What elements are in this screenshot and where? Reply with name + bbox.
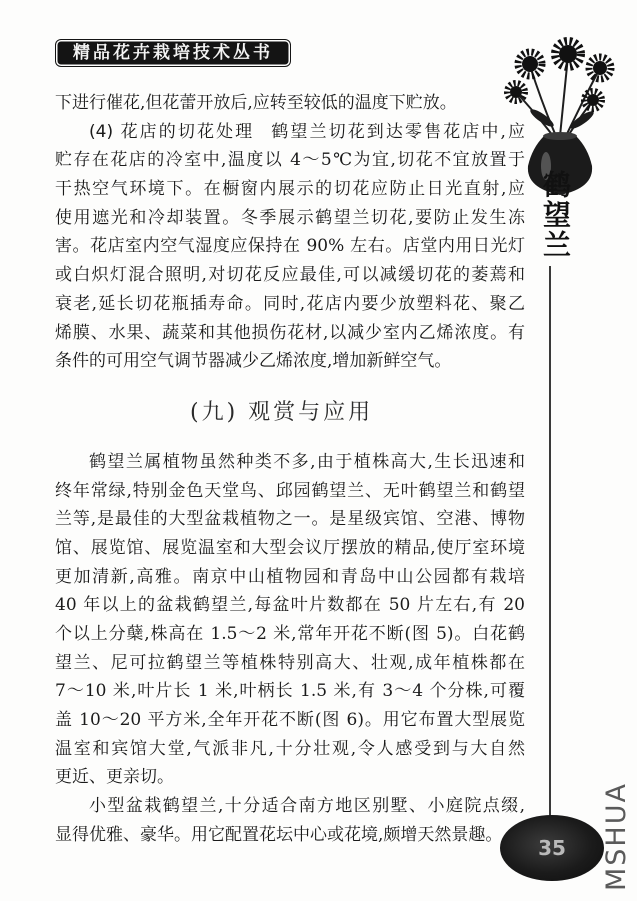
section-4-lead: (4) 花店的切花处理 xyxy=(89,121,255,142)
text-line: 小型盆栽鹤望兰,十分适合南方地区别墅、小庭院点缀, xyxy=(89,796,525,817)
text-line: 盖 10～20 平方米,全年开花不断(图 6)。用它布置大型展览 xyxy=(55,710,525,731)
flower-head xyxy=(593,61,607,75)
text-line: 望兰、尼可拉鹤望兰等植株特别高大、壮观,成年植株都在 xyxy=(55,652,525,673)
text-line: 衰老,延长切花瓶插寿命。同时,花店内要少放塑料花、聚乙 xyxy=(55,293,525,314)
continuation-line: 下进行催花,但花蕾开放后,应转至较低的温度下贮放。 xyxy=(55,93,457,113)
text-line: 7～10 米,叶片长 1 米,叶柄长 1.5 米,有 3～4 个分株,可覆 xyxy=(55,681,525,702)
section-4-paragraph xyxy=(55,118,525,376)
text-line: 或白炽灯混合照明,对切花反应最佳,可以减缓切花的萎蔫和 xyxy=(55,265,525,286)
margin-rule xyxy=(549,266,551,818)
text-line: 兰等,是最佳的大型盆栽植物之一。是星级宾馆、空港、博物 xyxy=(55,509,525,530)
text-line: 馆、展览馆、展览温室和大型会议厅摆放的精品,使厅室环境 xyxy=(55,537,525,558)
text-line: 更近、更亲切。 xyxy=(55,767,174,788)
flower-head xyxy=(522,56,538,72)
paragraph-a xyxy=(55,448,525,792)
text-line: 终年常绿,特别金色天堂鸟、邱园鹤望兰、无叶鹤望兰和鹤望 xyxy=(55,480,525,501)
text-line: 鹤望兰属植物虽然种类不多,由于植株高大,生长迅速和 xyxy=(89,451,525,472)
text-line: 温室和宾馆大堂,气派非凡,十分壮观,令人感受到与大自然 xyxy=(55,738,525,759)
text-line: 显得优雅、豪华。用它配置花坛中心或花境,颇增天然景趣。 xyxy=(55,824,503,845)
text-line xyxy=(55,118,525,147)
vase-rim xyxy=(543,132,577,140)
paragraph-b xyxy=(55,792,525,849)
text-line: 烯膜、水果、蔬菜和其他损伤花材,以减少室内乙烯浓度。有 xyxy=(55,322,525,343)
text-line-rest: 鹤望兰切花到达零售花店中,应 xyxy=(271,121,526,142)
text-line: 个以上分蘖,株高在 1.5～2 米,常年开花不断(图 5)。白花鹤 xyxy=(55,624,525,644)
section-heading: (九) 观赏与应用 xyxy=(190,399,374,425)
text-line: 害。花店室内空气湿度应保持在 90% 左右。店堂内用日光灯 xyxy=(55,236,525,257)
flower-head xyxy=(559,45,577,63)
page-body xyxy=(55,89,525,850)
page-number: 35 xyxy=(500,815,604,881)
text-line: 40 年以上的盆栽鹤望兰,每盆叶片数都在 50 片左右,有 20 xyxy=(55,595,525,616)
flower-head xyxy=(587,94,599,106)
side-title: 鹤望兰 xyxy=(539,170,572,260)
watermark: MSHUA xyxy=(601,782,632,891)
text-line: 更加清新,高雅。南京中山植物园和青岛中山公园都有栽培 xyxy=(55,566,525,587)
text-line: 干热空气环境下。在橱窗内展示的切花应防止日光直射,应 xyxy=(55,179,525,200)
series-banner: 精品花卉栽培技术丛书 xyxy=(56,40,290,66)
text-line: 条件的可用空气调节器减少乙烯浓度,增加新鲜空气。 xyxy=(55,351,452,372)
text-line: 贮存在花店的冷室中,温度以 4～5℃为宜,切花不宜放置于 xyxy=(55,150,525,171)
text-line: 使用遮光和冷却装置。冬季展示鹤望兰切花,要防止发生冻 xyxy=(55,207,525,228)
